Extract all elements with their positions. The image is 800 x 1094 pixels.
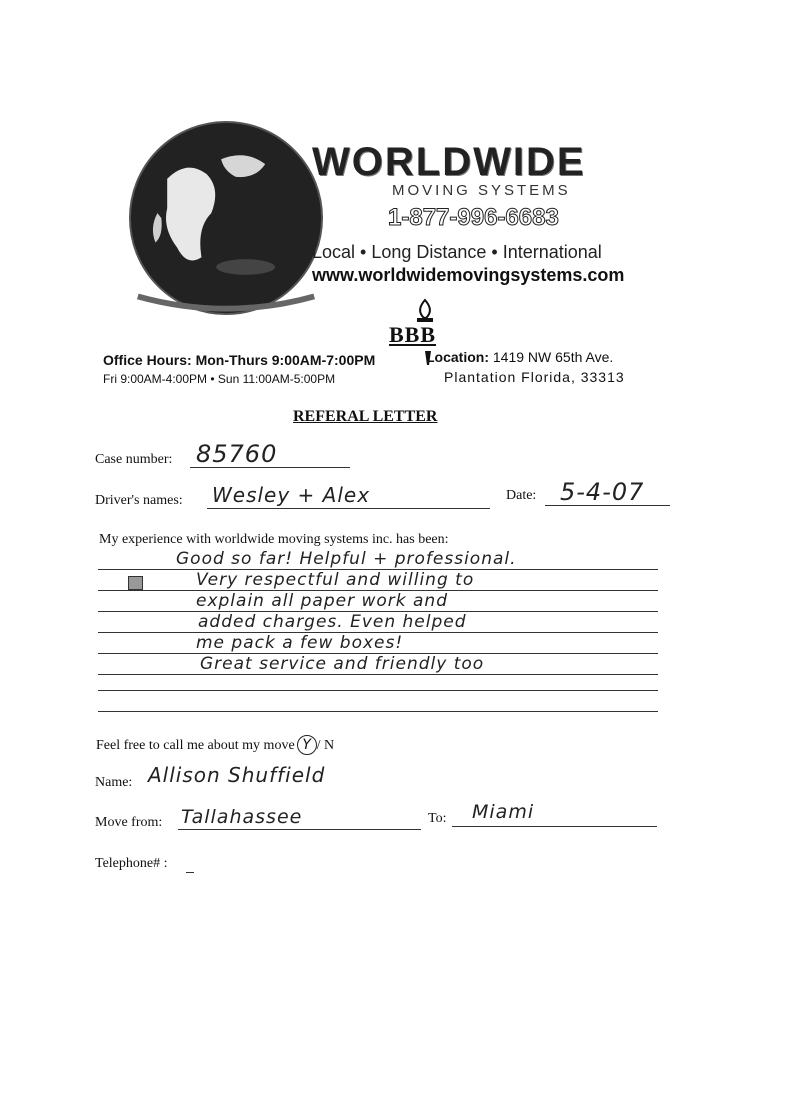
move-to-value[interactable]: Miami <box>472 801 535 823</box>
call-me-text: Feel free to call me about my move <box>96 738 295 753</box>
move-from-value[interactable]: Tallahassee <box>181 806 303 828</box>
call-yes-option[interactable]: Y <box>297 735 317 755</box>
globe-logo-icon <box>128 120 324 316</box>
date-value[interactable]: 5-4-07 <box>560 478 645 506</box>
experience-line[interactable]: added charges. Even helped <box>198 612 467 632</box>
company-services: Local • Long Distance • International <box>312 242 602 262</box>
experience-line[interactable]: Great service and friendly too <box>200 654 485 674</box>
case-number-label: Case number: <box>95 452 173 467</box>
office-hours-weekday: Office Hours: Mon-Thurs 9:00AM-7:00PM <box>103 352 376 368</box>
location-address <box>426 349 613 365</box>
call-me-label <box>96 735 334 755</box>
bbb-label: BBB <box>389 322 437 347</box>
company-subtitle: MOVING SYSTEMS <box>392 182 571 199</box>
case-number-value[interactable]: 85760 <box>196 440 278 468</box>
experience-line[interactable]: Good so far! Helpful + professional. <box>176 549 517 569</box>
experience-line[interactable]: explain all paper work and <box>196 591 448 611</box>
location-city: Plantation Florida, 33313 <box>444 369 625 385</box>
name-value[interactable]: Allison Shuffield <box>148 763 326 787</box>
name-label: Name: <box>95 775 133 790</box>
location-label: Location: <box>426 349 489 365</box>
scribble-mark-icon <box>128 576 143 590</box>
drivers-label: Driver's names: <box>95 493 183 508</box>
location-street: 1419 NW 65th Ave. <box>492 349 614 365</box>
torch-icon <box>408 298 442 324</box>
date-label: Date: <box>506 488 537 503</box>
form-title: REFERAL LETTER <box>293 408 438 425</box>
call-no-option[interactable]: / N <box>316 738 335 753</box>
company-phone: 1-877-996-6683 <box>388 204 559 231</box>
office-hours-weekend: Fri 9:00AM-4:00PM • Sun 11:00AM-5:00PM <box>103 372 336 386</box>
company-website: www.worldwidemovingsystems.com <box>312 265 625 285</box>
move-to-label: To: <box>428 811 447 826</box>
company-name: WORLDWIDE <box>312 140 586 184</box>
telephone-label: Telephone# : <box>95 856 168 871</box>
experience-line[interactable]: Very respectful and willing to <box>196 570 475 590</box>
drivers-value[interactable]: Wesley + Alex <box>212 483 371 507</box>
experience-line[interactable]: me pack a few boxes! <box>196 633 404 653</box>
experience-label: My experience with worldwide moving systems inc. has been: <box>99 532 449 547</box>
move-from-label: Move from: <box>95 815 163 830</box>
